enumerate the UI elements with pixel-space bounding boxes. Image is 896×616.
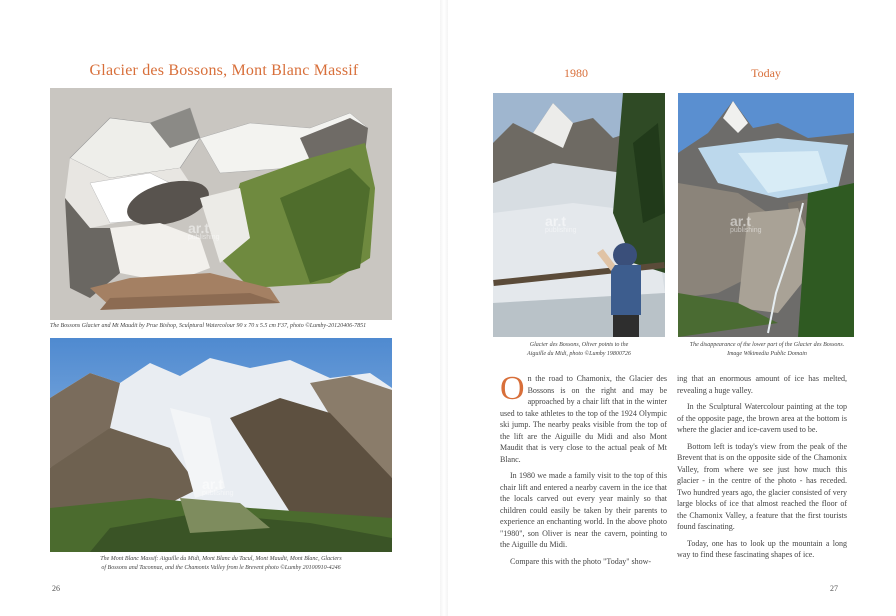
sculptural-watercolour-image [50, 88, 392, 320]
page-number-left: 26 [52, 584, 60, 593]
book-spine [440, 0, 448, 616]
photo-today [678, 93, 854, 337]
photo-1980 [493, 93, 665, 337]
caption-sculpture: The Bossons Glacier and Mt Maudit by Prue Bishop, Sculptural Watercolour 90 x 70 x 5.5 cm F37, photo ©Lumby-20120406-7851 [50, 323, 367, 329]
caption-1980-line1: Glacier des Bossons, Oliver points to the [529, 342, 629, 348]
paragraph: n the road to Chamonix, the Glacier des Bossons is on the right and may be approached by a chair lift that in the winter used to take athletes to the top of the 1924 Olympic ski jump. The nearby peaks visible from the top of the lift are the Aiguille du Midi and also Mont Maudit that is very close to the actual peak of Mt Blanc. [500, 374, 667, 464]
watermark: ar.t publishing [188, 220, 220, 241]
paragraph: In the Sculptural Watercolour painting at the top of the opposite page, the brown area at the bottom is where the glacier and ice-cavern used to be. [677, 402, 847, 434]
heading-1980: 1980 [564, 66, 588, 80]
heading-today: Today [751, 66, 781, 80]
paragraph: Compare this with the photo "Today" show- [510, 556, 652, 566]
watermark: ar.t publishing [545, 213, 577, 234]
page-title: Glacier des Bossons, Mont Blanc Massif [89, 62, 359, 79]
body-column-1 [500, 370, 667, 572]
paragraph: ing that an enormous amount of ice has melted, revealing a huge valley. [677, 374, 847, 395]
caption-1980-line2: Aiguille du Midi, photo ©Lumby 19800726 [527, 351, 631, 357]
caption-massif-line1: The Mont Blanc Massif: Aiguille du Midi, Mont Blanc du Tacul, Mont Maudit, Mont Blanc, Glaciers [100, 556, 342, 562]
mont-blanc-massif-photo [50, 338, 392, 552]
body-column-2 [677, 373, 847, 566]
paragraph: In 1980 we made a family visit to the top of this chair lift and entered a nearby cavern in the ice that the locals carved out every year mainly so that children could easily be taken by their parents to experience an enchanting world. In the above photo "1980", son Oliver is near the cavern, pointing to the Aiguille du Midi. [500, 471, 667, 549]
left-page [0, 0, 440, 616]
paragraph: Bottom left is today's view from the peak of the Brevent that is on the opposite side of the Chamonix Valley, from where we see just how much this glacier - in the centre of the photo - has receded. Two hundred years ago, the glacier consisted of very large blocks of ice that almost reached the floor of the Chamonix Valley, a feature that the first tourists found fascinating. [677, 441, 847, 531]
watermark: ar.t publishing [202, 476, 234, 497]
watermark: ar.t publishing [730, 213, 762, 234]
caption-massif-line2: of Bossons and Taconnaz, and the Chamonix Valley from le Brevent photo ©Lumby 20100910-4246 [101, 565, 341, 571]
caption-today-line1: The disappearance of the lower part of the Glacier des Bossons. [689, 342, 845, 348]
page-number-right: 27 [830, 584, 838, 593]
drop-cap: O [500, 370, 525, 407]
caption-today-line2: Image Wikimedia Public Domain [727, 351, 807, 357]
right-page [448, 0, 896, 616]
paragraph: Today, one has to look up the mountain a long way to find these fascinating shapes of ice. [677, 538, 847, 559]
